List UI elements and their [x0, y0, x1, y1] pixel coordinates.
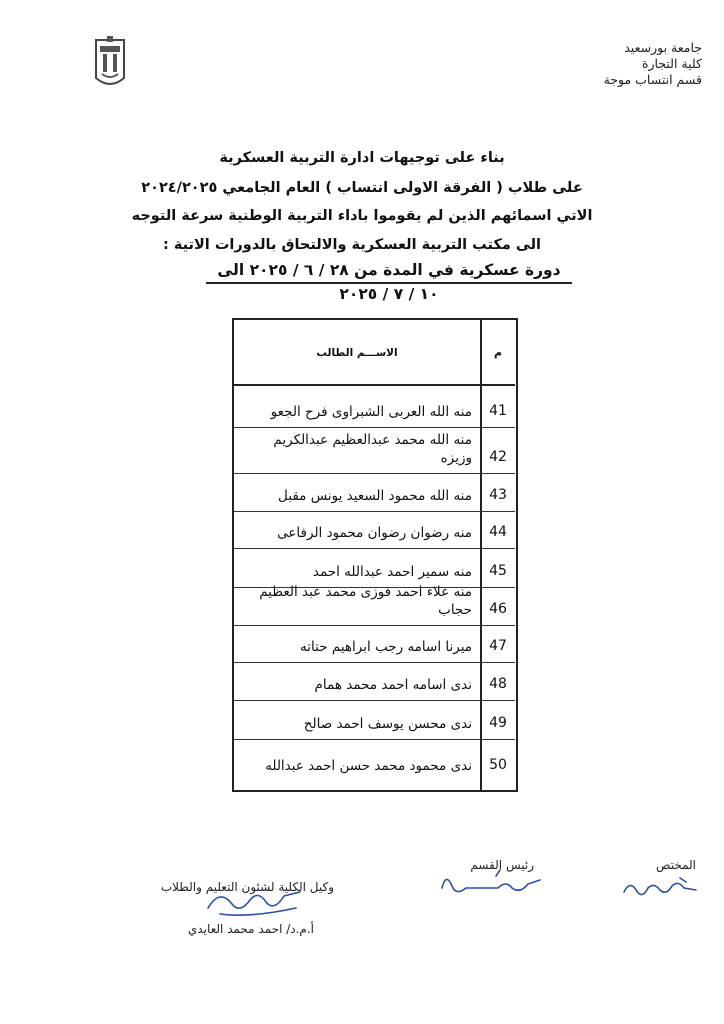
table-row: [234, 512, 515, 549]
student-name-cell: منه الله محمود السعيد يونس مقبل: [278, 488, 472, 504]
table-row: [234, 663, 515, 701]
student-name-cell: منه سمير احمد عبدالله احمد: [312, 564, 472, 580]
directive-line-1: بناء على توجيهات ادارة التربية العسكرية: [219, 150, 505, 166]
student-name-cell: ندى محمود محمد حسن احمد عبدالله: [265, 758, 472, 774]
student-number-cell: 42: [489, 449, 507, 465]
student-number-cell: 43: [489, 487, 507, 503]
student-number-cell: 48: [489, 676, 507, 692]
table-row: [234, 386, 515, 428]
students-table: [232, 318, 518, 792]
university-header: [542, 40, 702, 88]
department-head-signature-icon: [436, 866, 546, 900]
vice-dean-label: وكيل الكلية لشئون التعليم والطلاب: [160, 880, 334, 894]
table-row: [234, 428, 515, 474]
directive-line-3: الاتي اسمائهم الذين لم يقوموا باداء التربية الوطنية سرعة التوجه: [131, 208, 593, 224]
directive-line-4: الى مكتب التربية العسكرية والالتحاق بالدورات الاتية :: [163, 237, 541, 253]
student-name-cell: منه علاء احمد فوزى محمد عبد العظيم حجاب: [259, 584, 472, 618]
faculty-name: كلية التجارة: [641, 56, 702, 71]
student-name-cell: منه الله العربى الشبراوى فرح الجعو: [270, 404, 472, 420]
table-row: [234, 584, 515, 626]
student-number-cell: 49: [489, 715, 507, 731]
table-row: [234, 701, 515, 740]
vice-dean-name: أ.م.د/ احمد محمد العايدي: [187, 922, 314, 936]
specialist-signature-icon: [620, 872, 700, 902]
header-student-name: الاســـم الطالب: [316, 347, 398, 359]
table-row: [234, 626, 515, 663]
student-number-cell: 41: [489, 403, 507, 419]
student-number-cell: 46: [489, 601, 507, 617]
directive-line-2: على طلاب ( الفرقة الاولى انتساب ) العام الجامعي ٢٠٢٤/٢٠٢٥: [141, 180, 583, 196]
header-number: م: [493, 346, 503, 359]
table-row: [234, 474, 515, 512]
vice-dean-signature-icon: [200, 884, 310, 920]
university-logo-icon: [92, 34, 128, 92]
student-name-cell: ميرنا اسامه رجب ابراهيم حتاته: [300, 639, 472, 655]
specialist-label: المختص: [656, 858, 696, 872]
student-number-cell: 45: [489, 563, 507, 579]
student-number-cell: 44: [489, 524, 507, 540]
student-name-cell: منه رضوان رضوان محمود الرفاعى: [277, 525, 472, 541]
student-name-cell: منه الله محمد عبدالعظيم عبدالكريم وزيزه: [273, 432, 472, 466]
student-number-cell: 47: [489, 638, 507, 654]
student-name-cell: ندى محسن يوسف احمد صالح: [303, 716, 472, 732]
course-period: دورة عسكرية في المدة من ٢٨ / ٦ / ٢٠٢٥ الى ١٠ / ٧ / ٢٠٢٥: [206, 258, 572, 284]
university-name: جامعة بورسعيد: [624, 40, 702, 55]
table-row: [234, 740, 515, 781]
table-header: [234, 320, 515, 386]
student-number-cell: 50: [489, 757, 507, 773]
student-name-cell: ندى اسامه احمد محمد همام: [314, 677, 472, 693]
department-head-label: رئيس القسم: [470, 858, 534, 872]
department-name: قسم انتساب موجة: [603, 72, 702, 87]
